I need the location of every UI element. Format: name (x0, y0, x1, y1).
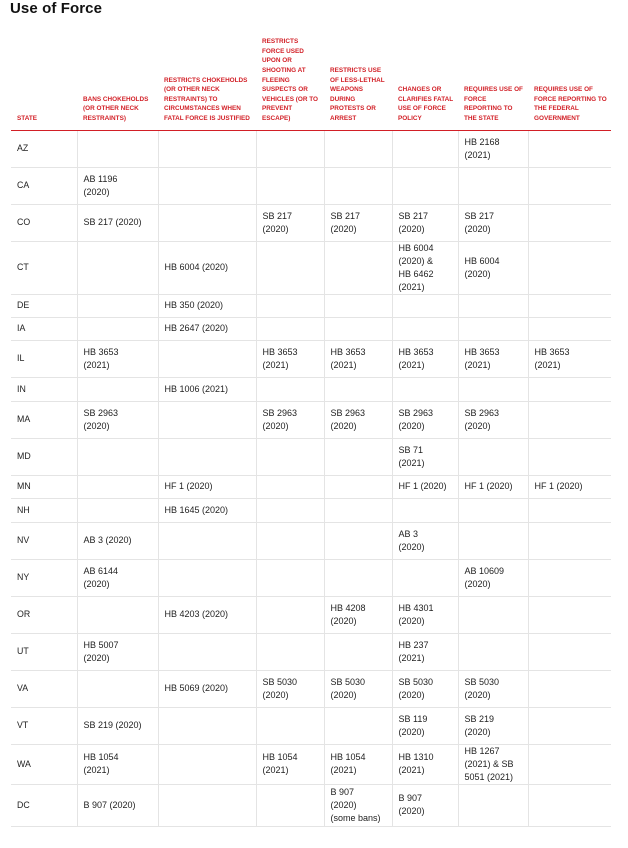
table-cell (528, 559, 611, 596)
table-cell (528, 401, 611, 438)
table-cell (458, 294, 528, 317)
column-header-bans-chokeholds: BANS CHOKEHOLDS (OR OTHER NECK RESTRAINTS) (77, 30, 158, 130)
table-cell (324, 294, 392, 317)
state-cell: CA (11, 167, 77, 204)
table-cell: SB 217 (2020) (324, 204, 392, 241)
table-cell (324, 633, 392, 670)
table-cell (528, 744, 611, 784)
table-row (11, 498, 611, 522)
table-cell (158, 784, 256, 826)
table-cell (77, 130, 158, 167)
table-cell (158, 633, 256, 670)
table-cell: SB 217 (2020) (392, 204, 458, 241)
table-cell: HB 5007 (2020) (77, 633, 158, 670)
table-cell (528, 167, 611, 204)
state-cell: DC (11, 784, 77, 826)
table-cell (324, 498, 392, 522)
state-cell: WA (11, 744, 77, 784)
state-cell: UT (11, 633, 77, 670)
table-cell: AB 3 (2020) (77, 522, 158, 559)
table-cell: HB 2647 (2020) (158, 317, 256, 340)
table-cell (458, 596, 528, 633)
table-cell (324, 707, 392, 744)
table-cell: HB 5069 (2020) (158, 670, 256, 707)
table-row (11, 167, 611, 204)
table-cell (458, 167, 528, 204)
table-cell: HB 3653 (2021) (458, 340, 528, 377)
table-cell: HB 4301 (2020) (392, 596, 458, 633)
table-cell (158, 204, 256, 241)
table-cell (256, 241, 324, 294)
table-cell: SB 217 (2020) (458, 204, 528, 241)
table-cell: HB 3653 (2021) (77, 340, 158, 377)
table-row (11, 317, 611, 340)
table-cell (256, 294, 324, 317)
table-cell (528, 204, 611, 241)
page-title: Use of Force (10, 0, 103, 17)
table-cell: AB 10609 (2020) (458, 559, 528, 596)
table-cell: HB 3653 (2021) (256, 340, 324, 377)
table-header-row (11, 30, 611, 130)
table-cell (528, 130, 611, 167)
table-cell (77, 670, 158, 707)
table-cell (528, 498, 611, 522)
table-cell (458, 498, 528, 522)
state-cell: NH (11, 498, 77, 522)
table-cell (458, 784, 528, 826)
table-cell (158, 438, 256, 475)
table-row (11, 130, 611, 167)
table-cell: SB 2963 (2020) (458, 401, 528, 438)
table-cell (528, 317, 611, 340)
state-cell: VA (11, 670, 77, 707)
table-row (11, 294, 611, 317)
table-row (11, 204, 611, 241)
column-header-federal-reporting: REQUIRES USE OF FORCE REPORTING TO THE FEDERAL GOVERNMENT (528, 30, 611, 130)
table-cell (256, 522, 324, 559)
table-cell (158, 340, 256, 377)
table-cell (528, 241, 611, 294)
table-row (11, 438, 611, 475)
table-row (11, 401, 611, 438)
table-cell (158, 130, 256, 167)
table-cell: HF 1 (2020) (528, 475, 611, 498)
table-cell (256, 130, 324, 167)
table-cell: SB 2963 (2020) (77, 401, 158, 438)
table-cell: HB 1006 (2021) (158, 377, 256, 401)
table-cell (392, 498, 458, 522)
table-row (11, 559, 611, 596)
table-cell (256, 317, 324, 340)
table-cell (528, 294, 611, 317)
table-cell (256, 784, 324, 826)
table-cell (158, 559, 256, 596)
state-cell: VT (11, 707, 77, 744)
table-cell: AB 1196 (2020) (77, 167, 158, 204)
table-cell (458, 633, 528, 670)
table-cell: HF 1 (2020) (158, 475, 256, 498)
state-cell: IA (11, 317, 77, 340)
state-cell: MN (11, 475, 77, 498)
table-cell: HB 237 (2021) (392, 633, 458, 670)
table-row (11, 633, 611, 670)
table-cell: HB 1645 (2020) (158, 498, 256, 522)
table-cell: HB 6004 (2020) & HB 6462 (2021) (392, 241, 458, 294)
column-header-state-reporting: REQUIRES USE OF FORCE REPORTING TO THE STATE (458, 30, 528, 130)
table-cell (458, 377, 528, 401)
table-cell: HB 6004 (2020) (458, 241, 528, 294)
table-cell: SB 219 (2020) (458, 707, 528, 744)
state-cell: CO (11, 204, 77, 241)
table-cell: SB 2963 (2020) (256, 401, 324, 438)
state-cell: MD (11, 438, 77, 475)
table-cell (392, 377, 458, 401)
table-cell (256, 498, 324, 522)
table-cell (528, 596, 611, 633)
table-cell: AB 6144 (2020) (77, 559, 158, 596)
table-cell (458, 317, 528, 340)
table-cell: SB 2963 (2020) (324, 401, 392, 438)
table-cell (77, 438, 158, 475)
table-cell: HB 3653 (2021) (528, 340, 611, 377)
table-cell (77, 241, 158, 294)
state-cell: MA (11, 401, 77, 438)
state-cell: NV (11, 522, 77, 559)
table-cell (324, 130, 392, 167)
table-cell: AB 3 (2020) (392, 522, 458, 559)
table-cell: SB 5030 (2020) (392, 670, 458, 707)
table-cell (77, 475, 158, 498)
table-cell: HB 1054 (2021) (324, 744, 392, 784)
state-cell: CT (11, 241, 77, 294)
table-cell (324, 522, 392, 559)
table-cell (256, 596, 324, 633)
table-cell (392, 317, 458, 340)
table-cell (256, 707, 324, 744)
table-row (11, 475, 611, 498)
table-cell: SB 5030 (2020) (256, 670, 324, 707)
table-cell (256, 633, 324, 670)
state-cell: IN (11, 377, 77, 401)
table-cell (528, 633, 611, 670)
state-cell: OR (11, 596, 77, 633)
table-cell (324, 377, 392, 401)
table-cell (77, 317, 158, 340)
table-cell: HB 1054 (2021) (256, 744, 324, 784)
table-row (11, 596, 611, 633)
table-cell (392, 130, 458, 167)
table-row (11, 241, 611, 294)
table-cell: SB 217 (2020) (256, 204, 324, 241)
table-cell (256, 559, 324, 596)
table-cell (324, 438, 392, 475)
table-cell: HB 350 (2020) (158, 294, 256, 317)
state-cell: AZ (11, 130, 77, 167)
table-cell (158, 707, 256, 744)
table-cell: HB 4208 (2020) (324, 596, 392, 633)
table-cell (392, 559, 458, 596)
table-cell (324, 559, 392, 596)
table-cell (77, 596, 158, 633)
table-row (11, 377, 611, 401)
table-cell (458, 522, 528, 559)
state-cell: NY (11, 559, 77, 596)
table-cell: HB 1310 (2021) (392, 744, 458, 784)
table-cell (158, 167, 256, 204)
state-cell: IL (11, 340, 77, 377)
table-row (11, 784, 611, 826)
table-cell (528, 670, 611, 707)
table-cell: B 907 (2020) (77, 784, 158, 826)
table-cell: HB 3653 (2021) (392, 340, 458, 377)
table-row (11, 707, 611, 744)
table-cell: SB 219 (2020) (77, 707, 158, 744)
table-cell: HB 1267 (2021) & SB 5051 (2021) (458, 744, 528, 784)
table-cell (458, 438, 528, 475)
table-cell (256, 475, 324, 498)
table-cell (528, 438, 611, 475)
table-cell (324, 475, 392, 498)
table-cell (528, 522, 611, 559)
table-row (11, 744, 611, 784)
table-body (11, 130, 611, 826)
table-cell (324, 317, 392, 340)
table-cell: SB 119 (2020) (392, 707, 458, 744)
table-cell: SB 71 (2021) (392, 438, 458, 475)
table-cell (324, 167, 392, 204)
table-cell: HB 1054 (2021) (77, 744, 158, 784)
table-cell: HB 4203 (2020) (158, 596, 256, 633)
table-row (11, 340, 611, 377)
table-cell: HF 1 (2020) (392, 475, 458, 498)
table-cell: SB 217 (2020) (77, 204, 158, 241)
use-of-force-table (11, 30, 611, 827)
table-cell (158, 401, 256, 438)
table-cell (324, 241, 392, 294)
column-header-restricts-fleeing-force: RESTRICTS FORCE USED UPON OR SHOOTING AT FLEEING SUSPECTS OR VEHICLES (OR TO PREVENT ESCAPE) (256, 30, 324, 130)
table-cell (392, 294, 458, 317)
table-cell: B 907 (2020) (392, 784, 458, 826)
table-cell: HB 6004 (2020) (158, 241, 256, 294)
table-cell (77, 377, 158, 401)
table-cell (392, 167, 458, 204)
column-header-state: STATE (11, 30, 77, 130)
column-header-restricts-less-lethal: RESTRICTS USE OF LESS-LETHAL WEAPONS DURING PROTESTS OR ARREST (324, 30, 392, 130)
column-header-restricts-chokeholds: RESTRICTS CHOKEHOLDS (OR OTHER NECK RESTRAINTS) TO CIRCUMSTANCES WHEN FATAL FORCE IS JUSTIFIED (158, 30, 256, 130)
table-cell: SB 5030 (2020) (458, 670, 528, 707)
table-row (11, 670, 611, 707)
table-cell: HF 1 (2020) (458, 475, 528, 498)
state-cell: DE (11, 294, 77, 317)
table-cell: B 907 (2020) (some bans) (324, 784, 392, 826)
table-cell (528, 377, 611, 401)
column-header-fatal-force-policy: CHANGES OR CLARIFIES FATAL USE OF FORCE POLICY (392, 30, 458, 130)
table-cell (528, 707, 611, 744)
table-cell (158, 744, 256, 784)
table-cell: SB 2963 (2020) (392, 401, 458, 438)
table-cell: HB 3653 (2021) (324, 340, 392, 377)
table-cell (77, 498, 158, 522)
table-row (11, 522, 611, 559)
table-cell (256, 377, 324, 401)
table-cell (77, 294, 158, 317)
table-cell: SB 5030 (2020) (324, 670, 392, 707)
table-cell (256, 438, 324, 475)
table-cell (528, 784, 611, 826)
table-cell (256, 167, 324, 204)
table-cell: HB 2168 (2021) (458, 130, 528, 167)
table-cell (158, 522, 256, 559)
